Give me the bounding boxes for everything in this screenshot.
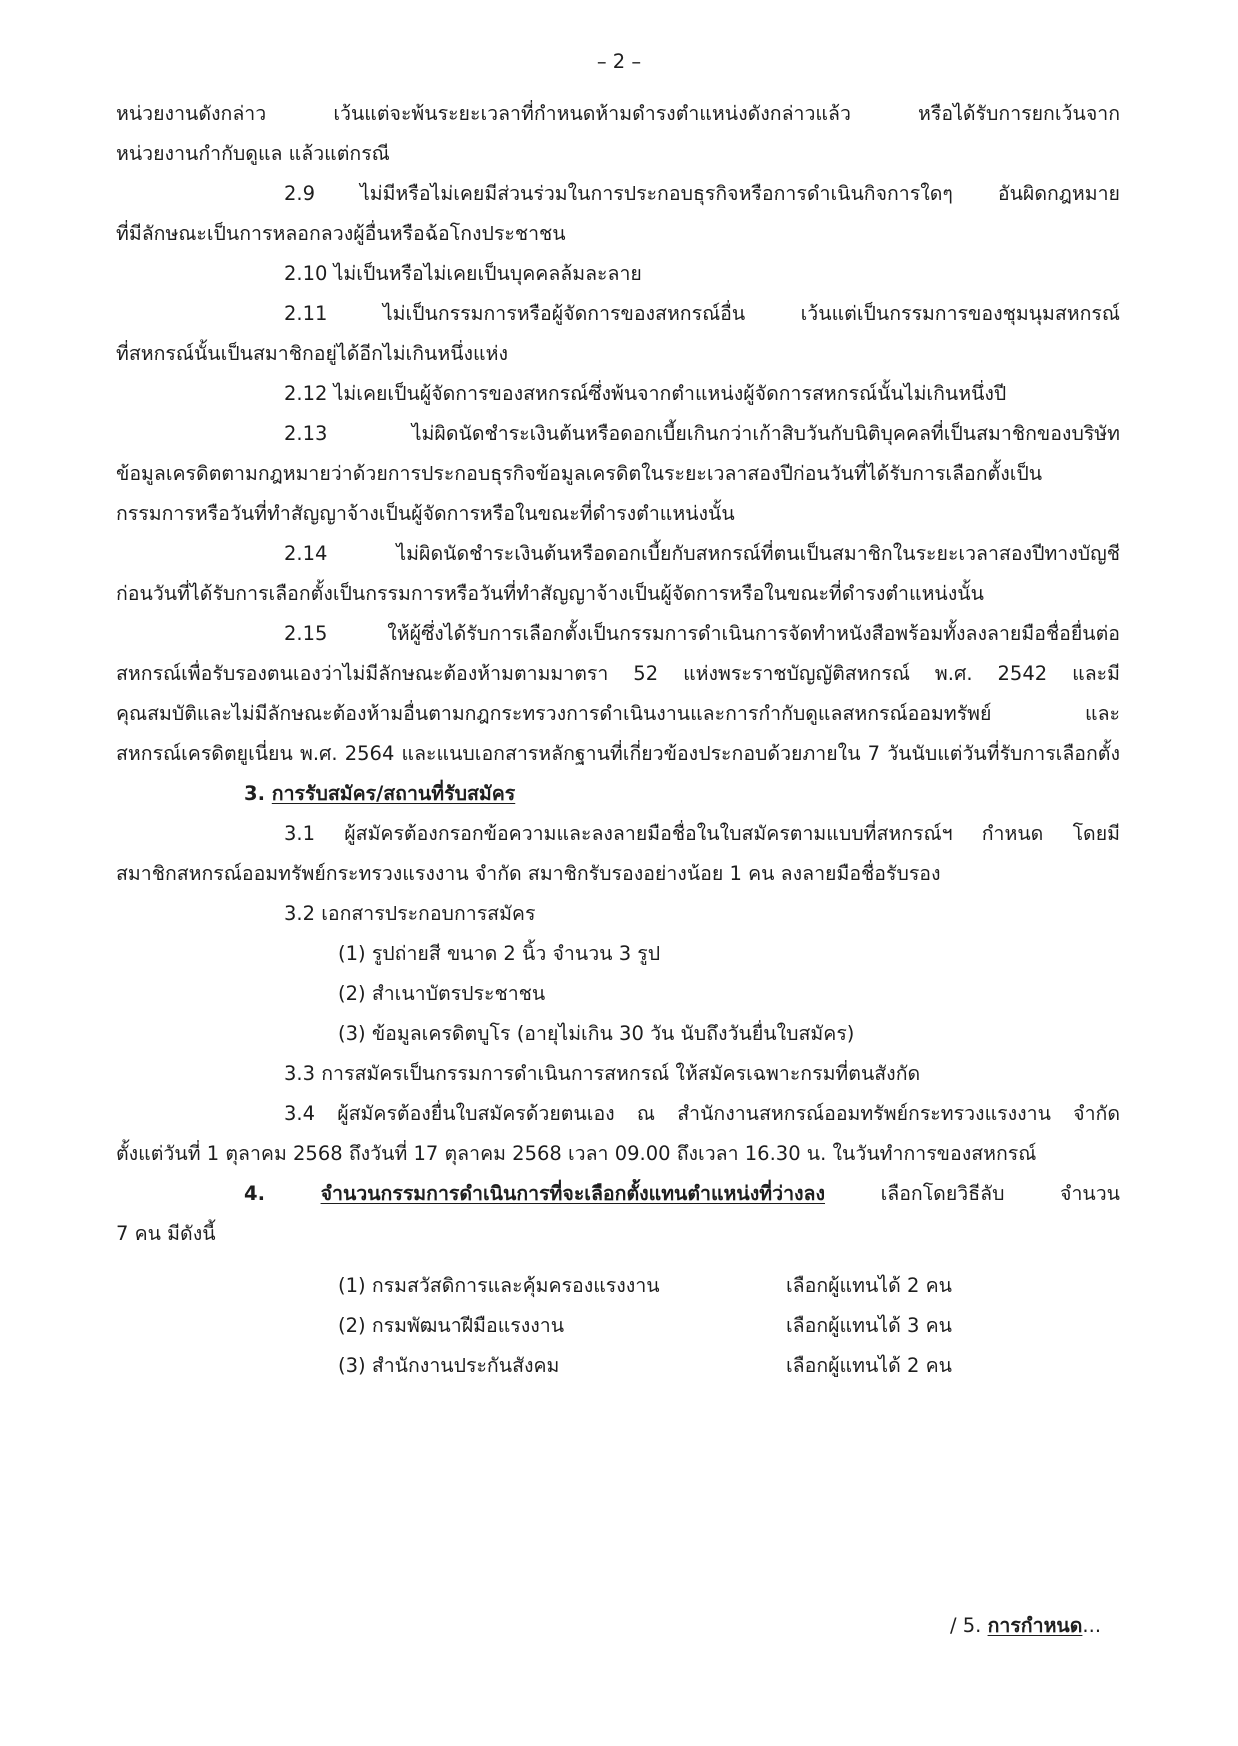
item-3-4: 3.4 ผู้สมัครต้องยื่นใบสมัครด้วยตนเอง ณ สำนักงานสหกรณ์ออมทรัพย์กระทรวงแรงงาน จำกัด [284, 1102, 1120, 1125]
footer-next-section: การกำหนด [987, 1614, 1083, 1637]
section-4-title: จำนวนกรรมการดำเนินการที่จะเลือกตั้งแทนตำแหน่งที่ว่างลง [320, 1182, 826, 1205]
item-2-13: 2.13 ไม่ผิดนัดชำระเงินต้นหรือดอกเบี้ยเกินกว่าเก้าสิบวันกับนิติบุคคลที่เป็นสมาชิกของบริษัท [284, 422, 1120, 445]
item-2-14-cont: ก่อนวันที่ได้รับการเลือกตั้งเป็นกรรมการหรือวันที่ทำสัญญาจ้างเป็นผู้จัดการหรือในขณะที่ดำรงตำแหน่งนั้น [116, 582, 984, 605]
section-4-cont: 7 คน มีดังนี้ [116, 1222, 216, 1245]
quota-row-label: (3) สำนักงานประกันสังคม [338, 1354, 560, 1377]
item-2-15-cont: สหกรณ์เครดิตยูเนี่ยน พ.ศ. 2564 และแนบเอกสารหลักฐานที่เกี่ยวข้องประกอบด้วยภายใน 7 วันนับแต่วันที่รับการเลือกตั้ง [116, 742, 1120, 765]
page-number: – 2 – [596, 50, 642, 73]
item-2-13-cont: ข้อมูลเครดิตตามกฎหมายว่าด้วยการประกอบธุรกิจข้อมูลเครดิตในระยะเวลาสองปีก่อนวันที่ได้รับการเลือกตั้งเป็น [116, 462, 1043, 485]
paragraph-continuation-line: หน่วยงานดังกล่าว เว้นแต่จะพ้นระยะเวลาที่กำหนดห้ามดำรงตำแหน่งดังกล่าวแล้ว หรือได้รับการยกเว้นจาก [116, 102, 1120, 125]
item-2-11: 2.11 ไม่เป็นกรรมการหรือผู้จัดการของสหกรณ์อื่น เว้นแต่เป็นกรรมการของชุมนุมสหกรณ์ [284, 302, 1120, 325]
item-3-2: 3.2 เอกสารประกอบการสมัคร [284, 902, 536, 925]
item-2-15: 2.15 ให้ผู้ซึ่งได้รับการเลือกตั้งเป็นกรรมการดำเนินการจัดทำหนังสือพร้อมทั้งลงลายมือชื่อยื่นต่อ [284, 622, 1120, 645]
item-3-4-cont: ตั้งแต่วันที่ 1 ตุลาคม 2568 ถึงวันที่ 17 ตุลาคม 2568 เวลา 09.00 ถึงเวลา 16.30 น. ในวันทำการของสหกรณ์ [116, 1142, 1037, 1165]
item-2-15-cont: คุณสมบัติและไม่มีลักษณะต้องห้ามอื่นตามกฎกระทรวงการดำเนินงานและการกำกับดูแลสหกรณ์ออมทรัพย์ และ [116, 702, 1120, 725]
continuation-footer [950, 1612, 1101, 1640]
quota-row-value: เลือกผู้แทนได้ 3 คน [786, 1314, 952, 1337]
section-4-heading [244, 1180, 1120, 1208]
item-3-1-cont: สมาชิกสหกรณ์ออมทรัพย์กระทรวงแรงงาน จำกัด สมาชิกรับรองอย่างน้อย 1 คน ลงลายมือชื่อรับรอง [116, 862, 941, 885]
item-2-11-cont: ที่สหกรณ์นั้นเป็นสมาชิกอยู่ได้อีกไม่เกินหนึ่งแห่ง [116, 342, 508, 365]
section-3-heading [244, 780, 1238, 808]
quota-row-label: (2) กรมพัฒนาฝีมือแรงงาน [338, 1314, 565, 1337]
quota-row-value: เลือกผู้แทนได้ 2 คน [786, 1274, 952, 1297]
document-list-item: (2) สำเนาบัตรประชาชน [338, 982, 546, 1005]
section-4-tail: เลือกโดยวิธีลับ จำนวน [825, 1182, 1121, 1205]
section-4-number: 4. [244, 1182, 265, 1205]
quota-row-value: เลือกผู้แทนได้ 2 คน [786, 1354, 952, 1377]
item-2-15-cont: สหกรณ์เพื่อรับรองตนเองว่าไม่มีลักษณะต้องห้ามตามมาตรา 52 แห่งพระราชบัญญัติสหกรณ์ พ.ศ. 2542 และมี [116, 662, 1120, 685]
footer-suffix: ... [1082, 1614, 1102, 1637]
quota-row-label: (1) กรมสวัสดิการและคุ้มครองแรงงาน [338, 1274, 660, 1297]
section-3-number: 3. [244, 782, 265, 805]
item-2-13-cont: กรรมการหรือวันที่ทำสัญญาจ้างเป็นผู้จัดการหรือในขณะที่ดำรงตำแหน่งนั้น [116, 502, 735, 525]
item-3-3: 3.3 การสมัครเป็นกรรมการดำเนินการสหกรณ์ ให้สมัครเฉพาะกรมที่ตนสังกัด [284, 1062, 921, 1085]
item-2-9-cont: ที่มีลักษณะเป็นการหลอกลวงผู้อื่นหรือฉ้อโกงประชาชน [116, 222, 566, 245]
paragraph-continuation-line: หน่วยงานกำกับดูแล แล้วแต่กรณี [116, 142, 390, 165]
item-2-9: 2.9 ไม่มีหรือไม่เคยมีส่วนร่วมในการประกอบธุรกิจหรือการดำเนินกิจการใดๆ อันผิดกฎหมาย [284, 182, 1120, 205]
item-2-12: 2.12 ไม่เคยเป็นผู้จัดการของสหกรณ์ซึ่งพ้นจากตำแหน่งผู้จัดการสหกรณ์นั้นไม่เกินหนึ่งปี [284, 382, 1007, 405]
item-3-1: 3.1 ผู้สมัครต้องกรอกข้อความและลงลายมือชื่อในใบสมัครตามแบบที่สหกรณ์ฯ กำหนด โดยมี [284, 822, 1120, 845]
section-3-title: การรับสมัคร/สถานที่รับสมัคร [271, 782, 516, 805]
item-2-14: 2.14 ไม่ผิดนัดชำระเงินต้นหรือดอกเบี้ยกับสหกรณ์ที่ตนเป็นสมาชิกในระยะเวลาสองปีทางบัญชี [284, 542, 1120, 565]
document-list-item: (3) ข้อมูลเครดิตบูโร (อายุไม่เกิน 30 วัน นับถึงวันยื่นใบสมัคร) [338, 1022, 855, 1045]
footer-prefix: / 5. [950, 1614, 988, 1637]
item-2-10: 2.10 ไม่เป็นหรือไม่เคยเป็นบุคคลล้มละลาย [284, 262, 642, 285]
document-list-item: (1) รูปถ่ายสี ขนาด 2 นิ้ว จำนวน 3 รูป [338, 942, 661, 965]
